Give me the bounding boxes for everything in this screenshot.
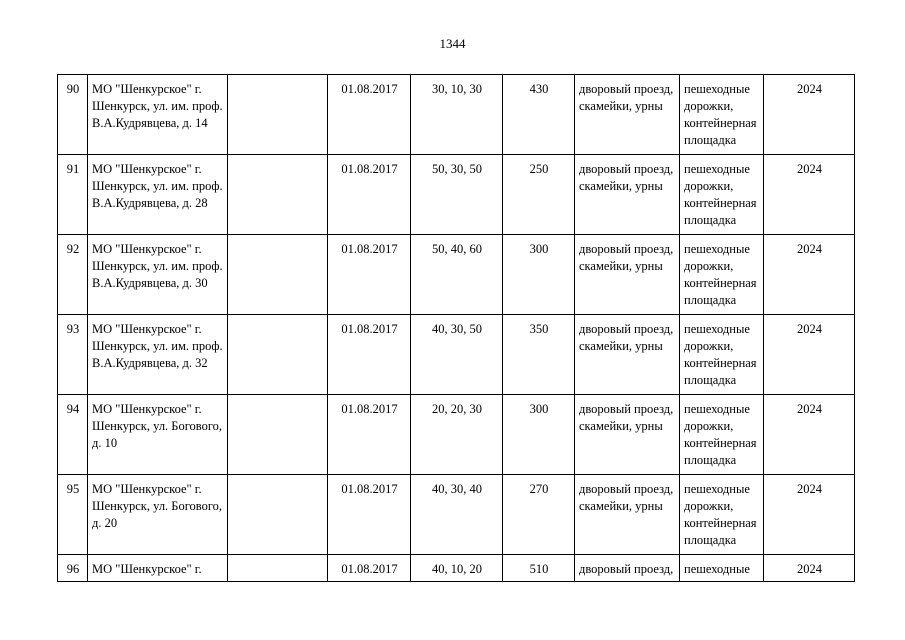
area-cell: 270 [503, 475, 575, 555]
basic-works-cell: дворовый проезд, скамейки, урны [575, 475, 680, 555]
area-cell: 510 [503, 555, 575, 582]
empty-cell [228, 475, 328, 555]
additional-works-cell: пешеходные дорожки, контейнерная площадка [680, 315, 764, 395]
additional-works-cell: пешеходные дорожки, контейнерная площадка [680, 475, 764, 555]
page-number: 1344 [439, 36, 466, 51]
area-cell: 350 [503, 315, 575, 395]
address-cell: МО "Шенкурское" г. [88, 555, 228, 582]
address-cell: МО "Шенкурское" г. Шенкурск, ул. им. проф. В.А.Кудрявцева, д. 30 [88, 235, 228, 315]
empty-cell [228, 155, 328, 235]
date-cell: 01.08.2017 [328, 395, 411, 475]
area-cell: 430 [503, 75, 575, 155]
basic-works-cell: дворовый проезд, скамейки, урны [575, 395, 680, 475]
dimensions-cell: 30, 10, 30 [411, 75, 503, 155]
address-cell: МО "Шенкурское" г. Шенкурск, ул. Богового, д. 20 [88, 475, 228, 555]
empty-cell [228, 555, 328, 582]
area-cell: 300 [503, 395, 575, 475]
additional-works-cell: пешеходные дорожки, контейнерная площадка [680, 75, 764, 155]
dimensions-cell: 40, 30, 50 [411, 315, 503, 395]
dimensions-cell: 50, 30, 50 [411, 155, 503, 235]
basic-works-cell: дворовый проезд, [575, 555, 680, 582]
area-cell: 250 [503, 155, 575, 235]
year-cell: 2024 [764, 315, 855, 395]
address-cell: МО "Шенкурское" г. Шенкурск, ул. им. проф. В.А.Кудрявцева, д. 14 [88, 75, 228, 155]
row-number: 95 [58, 475, 88, 555]
additional-works-cell: пешеходные дорожки, контейнерная площадка [680, 395, 764, 475]
row-number: 90 [58, 75, 88, 155]
date-cell: 01.08.2017 [328, 75, 411, 155]
basic-works-cell: дворовый проезд, скамейки, урны [575, 235, 680, 315]
basic-works-cell: дворовый проезд, скамейки, урны [575, 315, 680, 395]
additional-works-cell: пешеходные дорожки, контейнерная площадка [680, 155, 764, 235]
additional-works-cell: пешеходные [680, 555, 764, 582]
date-cell: 01.08.2017 [328, 555, 411, 582]
table-row [58, 475, 855, 555]
dimensions-cell: 40, 30, 40 [411, 475, 503, 555]
year-cell: 2024 [764, 235, 855, 315]
courtyard-registry-table [57, 74, 855, 582]
address-cell: МО "Шенкурское" г. Шенкурск, ул. им. проф. В.А.Кудрявцева, д. 28 [88, 155, 228, 235]
year-cell: 2024 [764, 475, 855, 555]
empty-cell [228, 395, 328, 475]
row-number: 92 [58, 235, 88, 315]
year-cell: 2024 [764, 75, 855, 155]
table-row [58, 75, 855, 155]
date-cell: 01.08.2017 [328, 235, 411, 315]
dimensions-cell: 40, 10, 20 [411, 555, 503, 582]
table-row [58, 155, 855, 235]
dimensions-cell: 50, 40, 60 [411, 235, 503, 315]
table-row [58, 235, 855, 315]
basic-works-cell: дворовый проезд, скамейки, урны [575, 75, 680, 155]
table-row [58, 555, 855, 582]
date-cell: 01.08.2017 [328, 155, 411, 235]
date-cell: 01.08.2017 [328, 315, 411, 395]
year-cell: 2024 [764, 555, 855, 582]
address-cell: МО "Шенкурское" г. Шенкурск, ул. им. проф. В.А.Кудрявцева, д. 32 [88, 315, 228, 395]
table-row [58, 315, 855, 395]
additional-works-cell: пешеходные дорожки, контейнерная площадка [680, 235, 764, 315]
row-number: 91 [58, 155, 88, 235]
basic-works-cell: дворовый проезд, скамейки, урны [575, 155, 680, 235]
address-cell: МО "Шенкурское" г. Шенкурск, ул. Богового, д. 10 [88, 395, 228, 475]
table-row [58, 395, 855, 475]
date-cell: 01.08.2017 [328, 475, 411, 555]
dimensions-cell: 20, 20, 30 [411, 395, 503, 475]
empty-cell [228, 75, 328, 155]
year-cell: 2024 [764, 155, 855, 235]
year-cell: 2024 [764, 395, 855, 475]
row-number: 94 [58, 395, 88, 475]
empty-cell [228, 315, 328, 395]
row-number: 93 [58, 315, 88, 395]
row-number: 96 [58, 555, 88, 582]
empty-cell [228, 235, 328, 315]
area-cell: 300 [503, 235, 575, 315]
